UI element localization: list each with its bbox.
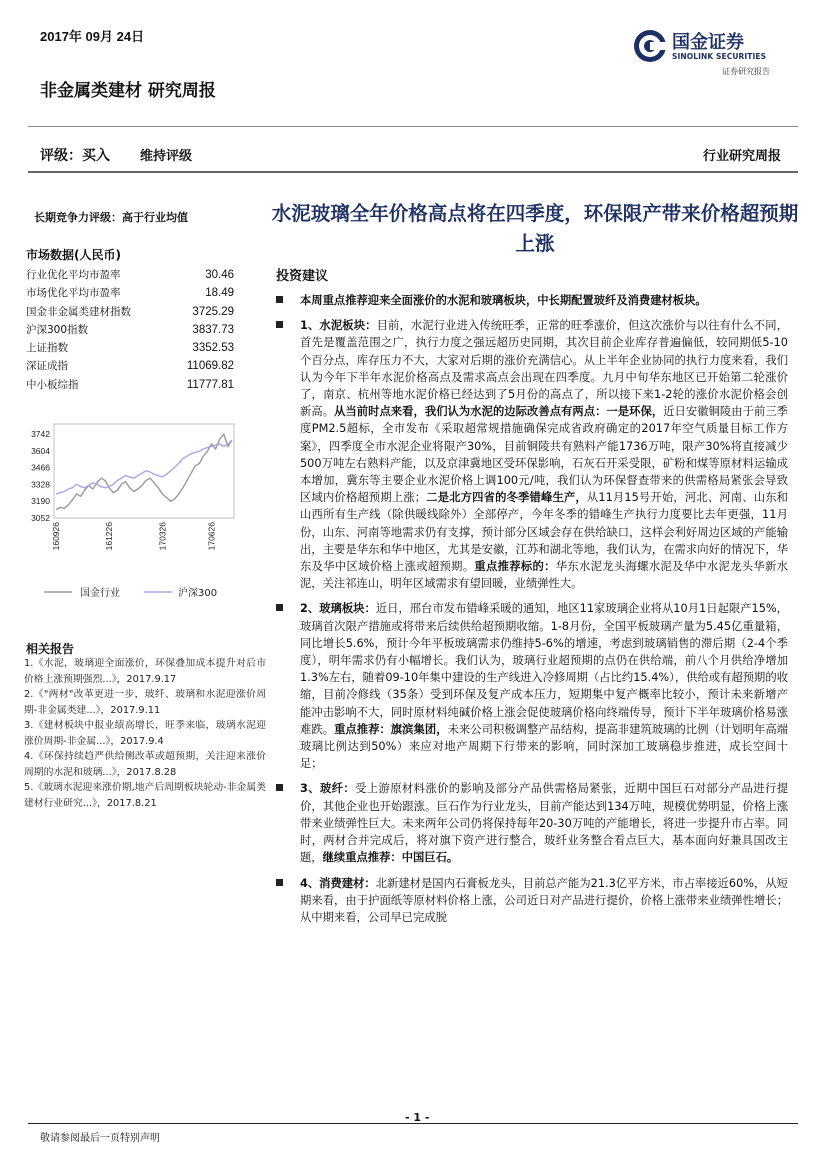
page-number: - 1 -	[405, 1111, 430, 1124]
footer-divider	[28, 1123, 798, 1124]
y-tick-label: 3742	[31, 429, 50, 439]
market-row: 沪深300指数 3837.73	[26, 323, 234, 336]
legend-label-hs300: 沪深300	[178, 588, 218, 599]
rating-divider	[28, 171, 798, 173]
y-tick-label: 3190	[31, 496, 50, 507]
logo-text-en: SINOLINK SECURITIES	[672, 52, 767, 61]
report-body	[276, 292, 788, 934]
paragraph-cement: 1、水泥板块：目前，水泥行业进入传统旺季，正常的旺季涨价，但这次涨价与以往有什么不同，首先是覆盖范围之广，执行力度之强远超历史同期，其次目前企业库存普遍偏低，较同期低5-10个百分点，库存压力不大，大家对后期的涨价充满信心。从上半年企业协同的执行力度来看，我们认为今年下半年水泥价格高点及需求高点会出现在四季度。九月中旬华东地区已开始第二轮涨价了，南京、杭州等地水泥价格已经达到了5月份的高点了，所以接下来1-2轮的涨价水泥价格会创新高。从当前时点来看，我们认为水泥的边际改善点有两点：一是环保，近日安徽铜陵由于前三季度PM2.5超标，全市发布《采取超常规措施确保完成省政府确定的2017年空气质量目标工作方案》，四季度全市水泥企业将限产30%，目前铜陵共有熟料产能1736万吨，限产30%将直接减少500万吨左右熟料产能，以及京津冀地区受环保影响，石灰石开采受限，矿粉和煤等原材料运输成本增加，冀东等主要企业水泥价格上调100元/吨，我们认为环保督查带来的供需格局紧张会导致区域内价格超预期上涨；二是北方四省的冬季错峰生产，从11月15号开始，河北、河南、山东和山西所有生产线（除供暖线除外）全部停产，今年冬季的错峰生产执行力度要比去年更强，11月份，山东、河南等地需求仍有支撑，预计部分区域会存在供给缺口，这样会利好周边区域的产能输出，主要是华东和华中地区，尤其是安徽，江苏和湖北等地，我们认为，在需求向好的情况下，华东及华中区域价格上涨或超预期。重点推荐标的：华东水泥龙头海螺水泥及华中水泥龙头华新水泥，关注祁连山，明年区域需求有望回暖，业绩弹性大。	[276, 317, 788, 592]
market-row: 上证指数 3352.53	[26, 342, 234, 355]
bullet-icon	[276, 296, 283, 303]
paragraph-fiberglass: 3、玻纤：受上游原材料涨价的影响及部分产品供需格局紧张，近期中国巨石对部分产品进行提价，其他企业也开始跟涨。巨石作为行业龙头，目前产能达到134万吨，规模优势明显，价格上涨带来业绩弹性巨大。未来两年公司仍将保持每年20-30万吨的产能增长，将进一步提升市占率。同时，两材合并完成后，将对旗下资产进行整合，玻纤业务整合看点巨大，基本面向好兼具国改主题，继续重点推荐：中国巨石。	[276, 780, 788, 866]
disclaimer: 敬请参阅最后一页特别声明	[40, 1133, 160, 1144]
y-tick-label: 3328	[31, 479, 50, 490]
market-row: 行业优化平均市盈率 30.46	[26, 269, 234, 281]
section-title: 投资建议	[276, 269, 329, 284]
y-tick-label: 3466	[31, 462, 50, 473]
rating-keep: 维持评级	[140, 149, 193, 164]
market-row: 中小板综指 11777.81	[26, 378, 234, 391]
related-report-item[interactable]: 1.《水泥，玻璃迎全面涨价，环保叠加成本提升对后市价格上涨预期强烈...》，2017.9.17	[24, 658, 266, 685]
bullet-icon	[276, 604, 283, 611]
index-line-chart	[20, 410, 240, 610]
report-headline: 水泥玻璃全年价格高点将在四季度，环保限产带来价格超预期上涨	[271, 202, 799, 255]
report-type: 行业研究周报	[702, 149, 781, 164]
report-sector: 非金属类建材 研究周报	[40, 81, 216, 101]
related-report-item[interactable]: 2.《"两材"改革更进一步，玻纤、玻璃和水泥迎涨价周期-非金属类建...》，2017.9.11	[24, 689, 266, 716]
bullet-icon	[276, 879, 283, 886]
paragraph-intro: 本周重点推荐迎来全面涨价的水泥和玻璃板块，中长期配置玻纤及消费建材板块。	[276, 292, 788, 309]
y-tick-label: 3052	[31, 513, 50, 523]
x-tick-label: 170626	[206, 522, 217, 551]
logo-text-cn: 国金证券	[672, 32, 744, 53]
bullet-icon	[276, 321, 283, 328]
long-term-rating: 长期竞争力评级：高于行业均值	[34, 211, 188, 224]
header-divider	[28, 126, 798, 127]
report-date: 2017年 09月 24日	[40, 29, 145, 44]
rating-label: 评级：买入	[40, 148, 110, 164]
related-reports-title: 相关报告	[26, 642, 75, 656]
related-report-item[interactable]: 5.《玻璃水泥迎来涨价期,地产后周期板块轮动-非金属类建材行业研究...》，2017.8.21	[24, 782, 266, 809]
x-tick-label: 170326	[157, 522, 168, 551]
related-report-item[interactable]: 3.《建材板块中报业绩高增长，旺季来临，玻璃水泥迎涨价周期-非金属...》，2017.9.4	[24, 720, 266, 747]
market-row: 深证成指 11069.82	[26, 360, 234, 373]
logo-subtitle: 证券研究报告	[722, 67, 770, 76]
market-data-table	[26, 266, 234, 394]
market-row: 国金非金属类建材指数 3725.29	[26, 305, 234, 318]
market-row: 市场优化平均市盈率 18.49	[26, 287, 234, 300]
bullet-icon	[276, 784, 283, 791]
y-tick-label: 3604	[31, 445, 50, 456]
x-tick-label: 160926	[51, 522, 61, 551]
series-line-hs300	[56, 440, 232, 494]
x-tick-label: 161226	[104, 522, 115, 551]
chart-frame	[54, 424, 234, 518]
paragraph-consumer-materials: 4、消费建材：北新建材是国内石膏板龙头，目前总产能为21.3亿平方米，市占率接近60%，从短期来看，由于护面纸等原材料价格上涨，公司近日对产品进行提价，价格上涨带来业绩弹性增长；从中期来看，公司早已完成脱	[276, 875, 788, 927]
related-report-item[interactable]: 4.《环保持续趋严供给侧改革或超预期，关注迎来涨价周期的水泥和玻璃...》，2017.8.28	[24, 751, 266, 778]
paragraph-glass: 2、玻璃板块：近日，邢台市发布错峰采暖的通知，地区11家玻璃企业将从10月1日起限产15%，玻璃首次限产措施或将带来后续供给超预期收缩。1-8月份，全国平板玻璃产量为5.45亿重量箱，同比增长5.6%，预计今年平板玻璃需求仍维持5-6%的增速，考虑到玻璃销售的滞后期（2-4个季度），明年需求仍有小幅增长。我们认为，玻璃行业超预期的点仍在供给端，前八个月供给净增加1.3%左右，随着09-10年集中建设的生产线进入冷修周期（占比约15.4%），供给或有超预期的收缩，目前冷修线（35条）受到环保及复产成本压力，短期集中复产概率比较小，预计未来新增产能冲击影响不大，同时原材料纯碱价格上涨会促使玻璃价格向终端传导，预计下半年玻璃价格易涨难跌。重点推荐：旗滨集团，未来公司积极调整产品结构，提高非建筑玻璃的比例（计划明年高端玻璃比例达到50%）来应对地产周期下行带来的影响，同时深加工玻璃稳步推进，成长空间十足；	[276, 600, 788, 772]
legend-label-industry: 国金行业	[80, 588, 120, 599]
related-reports-list	[24, 656, 266, 811]
market-data-title: 市场数据(人民币)	[26, 248, 121, 262]
sinolink-emblem-icon	[632, 28, 668, 64]
rating	[40, 145, 192, 165]
